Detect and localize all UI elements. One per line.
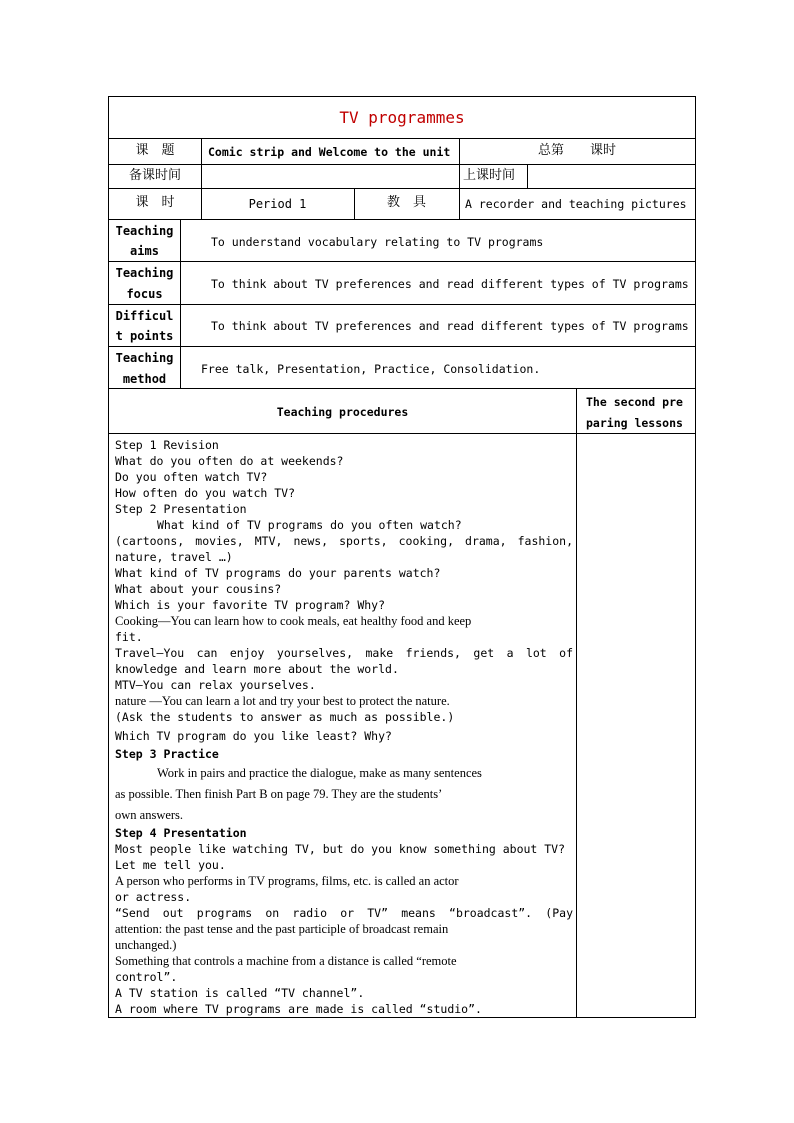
body-line: A TV station is called “TV channel”.: [115, 986, 365, 1000]
second-prep-header-line2: paring lessons: [586, 416, 683, 430]
step-heading: Step 1 Revision: [115, 438, 219, 452]
body-line: Most people like watching TV, but do you know something about TV?: [115, 842, 566, 856]
row-divider: [109, 219, 695, 220]
body-line: How often do you watch TV?: [115, 486, 296, 500]
body-line: Let me tell you.: [115, 858, 226, 872]
body-line: Work in pairs and practice the dialogue, make as many sentences: [157, 766, 482, 780]
row-divider: [109, 138, 695, 139]
teaching-procedures-header: Teaching procedures: [276, 405, 409, 419]
focus-value: To think about TV preferences and read different types of TV programs: [211, 277, 689, 291]
body-line: Something that controls a machine from a distance is called “remote: [115, 954, 457, 968]
topic-label: 课 题: [135, 143, 175, 158]
row-divider: [109, 261, 695, 262]
row-divider: [109, 164, 695, 165]
body-line: (Ask the students to answer as much as possible.): [115, 710, 455, 724]
body-line: fit.: [115, 630, 143, 644]
col-divider: [527, 164, 528, 188]
body-line: nature —You can learn a lot and try your best to protect the nature.: [115, 694, 450, 708]
total-periods-label: 总第 课时: [537, 143, 616, 158]
period-label: 课 时: [135, 195, 175, 210]
body-line: knowledge and learn more about the world.: [115, 662, 399, 676]
body-line: as possible. Then finish Part B on page 79. They are the students’: [115, 787, 443, 801]
focus-label-line2: focus: [126, 287, 163, 301]
difficult-points-label-line1: Difficul: [115, 309, 174, 323]
method-value: Free talk, Presentation, Practice, Consolidation.: [201, 362, 541, 376]
step-heading: Step 3 Practice: [115, 747, 219, 761]
body-line: What about your cousins?: [115, 582, 282, 596]
body-line: What kind of TV programs do you often watch?: [157, 518, 462, 532]
body-line: or actress.: [115, 890, 192, 904]
aims-label-line1: Teaching: [115, 224, 174, 238]
focus-label-line1: Teaching: [115, 266, 174, 280]
row-divider: [109, 346, 695, 347]
body-line: Travel—You can enjoy yourselves, make friends, get a lot of: [115, 646, 573, 660]
step-heading: Step 2 Presentation: [115, 502, 247, 516]
body-line: (cartoons, movies, MTV, news, sports, cooking, drama, fashion,: [115, 534, 573, 548]
body-line: own answers.: [115, 808, 184, 822]
period-value: Period 1: [248, 197, 307, 211]
body-line: What kind of TV programs do your parents watch?: [115, 566, 441, 580]
aids-label: 教 具: [386, 195, 426, 210]
aids-value: A recorder and teaching pictures: [465, 197, 687, 211]
body-line: control”.: [115, 970, 178, 984]
body-line: Cooking—You can learn how to cook meals, eat healthy food and keep: [115, 614, 472, 628]
method-label-line2: method: [122, 372, 167, 386]
class-time-label: 上课时间: [463, 168, 516, 183]
body-line: Do you often watch TV?: [115, 470, 268, 484]
row-divider: [109, 388, 695, 389]
aims-value: To understand vocabulary relating to TV programs: [211, 235, 544, 249]
page-title: TV programmes: [339, 108, 465, 127]
col-divider: [576, 388, 577, 1017]
difficult-points-label-line2: t points: [115, 329, 174, 343]
body-line: “Send out programs on radio or TV” means “broadcast”. (Pay: [115, 906, 573, 920]
body-line: Which is your favorite TV program? Why?: [115, 598, 386, 612]
method-label-line1: Teaching: [115, 351, 174, 365]
row-divider: [109, 304, 695, 305]
step-heading: Step 4 Presentation: [115, 826, 247, 840]
second-prep-header-line1: The second pre: [586, 395, 683, 409]
col-divider: [459, 188, 460, 219]
body-line: A person who performs in TV programs, films, etc. is called an actor: [115, 874, 459, 888]
body-line: attention: the past tense and the past participle of broadcast remain: [115, 922, 449, 936]
body-line: What do you often do at weekends?: [115, 454, 344, 468]
body-line: A room where TV programs are made is called “studio”.: [115, 1002, 482, 1016]
topic-value: Comic strip and Welcome to the unit: [208, 145, 451, 159]
body-line: Which TV program do you like least? Why?: [115, 729, 392, 743]
body-line: MTV—You can relax yourselves.: [115, 678, 316, 692]
prep-time-label: 备课时间: [128, 168, 181, 183]
teaching-procedures-body: [115, 437, 573, 1017]
col-divider: [180, 219, 181, 388]
row-divider: [109, 433, 695, 434]
body-line: nature, travel …): [115, 550, 233, 564]
lesson-plan-table: [108, 96, 696, 1018]
aims-label-line2: aims: [130, 244, 159, 258]
difficult-points-value: To think about TV preferences and read different types of TV programs: [211, 319, 689, 333]
row-divider: [109, 188, 695, 189]
body-line: unchanged.): [115, 938, 177, 952]
